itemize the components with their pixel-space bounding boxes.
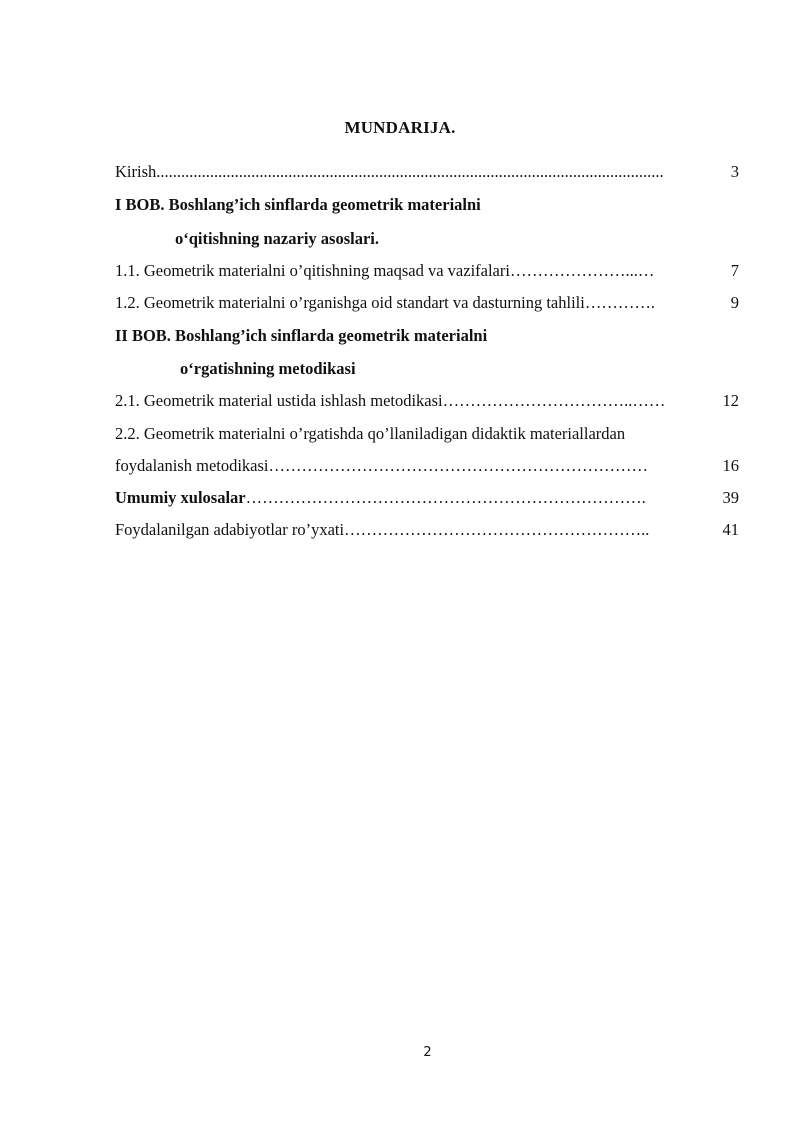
toc-dot-leader: ........................................................................................................................... — [156, 162, 664, 181]
toc-entry-conclusions — [115, 488, 739, 508]
toc-page-number: 39 — [722, 488, 739, 507]
toc-entry-label: 1.2. Geometrik materialni o’rganishga oid standart va dasturning tahlili — [115, 293, 585, 312]
toc-dot-leader: ………………………………………………………………. — [245, 488, 646, 507]
toc-entry-label: foydalanish metodikasi — [115, 456, 269, 475]
toc-entry-intro — [115, 162, 739, 182]
toc-entry-label: Umumiy xulosalar — [115, 488, 246, 507]
toc-dot-leader: …………. — [584, 293, 655, 312]
toc-entry-label: 1.1. Geometrik materialni o’qitishning maqsad va vazifalari — [115, 261, 510, 280]
toc-chapter1-subtitle: o‘qitishning nazariy asoslari. — [175, 229, 379, 248]
toc-chapter2-subtitle: o‘rgatishning metodikasi — [180, 359, 356, 378]
toc-page-number: 16 — [722, 456, 739, 475]
toc-entry-label: Foydalanilgan adabiyotlar ro’yxati — [115, 520, 345, 539]
toc-entry-1-2 — [115, 293, 739, 313]
toc-chapter1-title: I BOB. Boshlang’ich sinflarda geometrik materialni — [115, 195, 481, 214]
toc-page-number: 12 — [722, 391, 739, 410]
page-title: MUNDARIJA. — [344, 118, 456, 137]
toc-dot-leader: ……………………………..…… — [442, 391, 666, 410]
toc-entry-2-2 — [115, 456, 739, 476]
toc-dot-leader: ……………………………………………….. — [344, 520, 650, 539]
toc-page-number: 3 — [730, 162, 739, 181]
toc-dot-leader: …………………...… — [509, 261, 655, 280]
toc-entry-label: 2.1. Geometrik material ustida ishlash metodikasi — [115, 391, 443, 410]
toc-chapter2-title: II BOB. Boshlang’ich sinflarda geometrik materialni — [115, 326, 488, 345]
toc-page-number: 9 — [730, 293, 739, 312]
toc-page-number: 7 — [730, 261, 739, 280]
page-number: 2 — [423, 1045, 432, 1060]
toc-entry-label: Kirish — [115, 162, 157, 181]
toc-entry-2-2-line1: 2.2. Geometrik materialni o’rgatishda qo’llaniladigan didaktik materiallardan — [115, 424, 626, 443]
toc-entry-2-1 — [115, 391, 739, 411]
toc-page-number: 41 — [722, 520, 739, 539]
toc-entry-1-1 — [115, 261, 739, 281]
toc-dot-leader: …………………………………………………………… — [268, 456, 649, 475]
toc-entry-references — [115, 520, 739, 540]
